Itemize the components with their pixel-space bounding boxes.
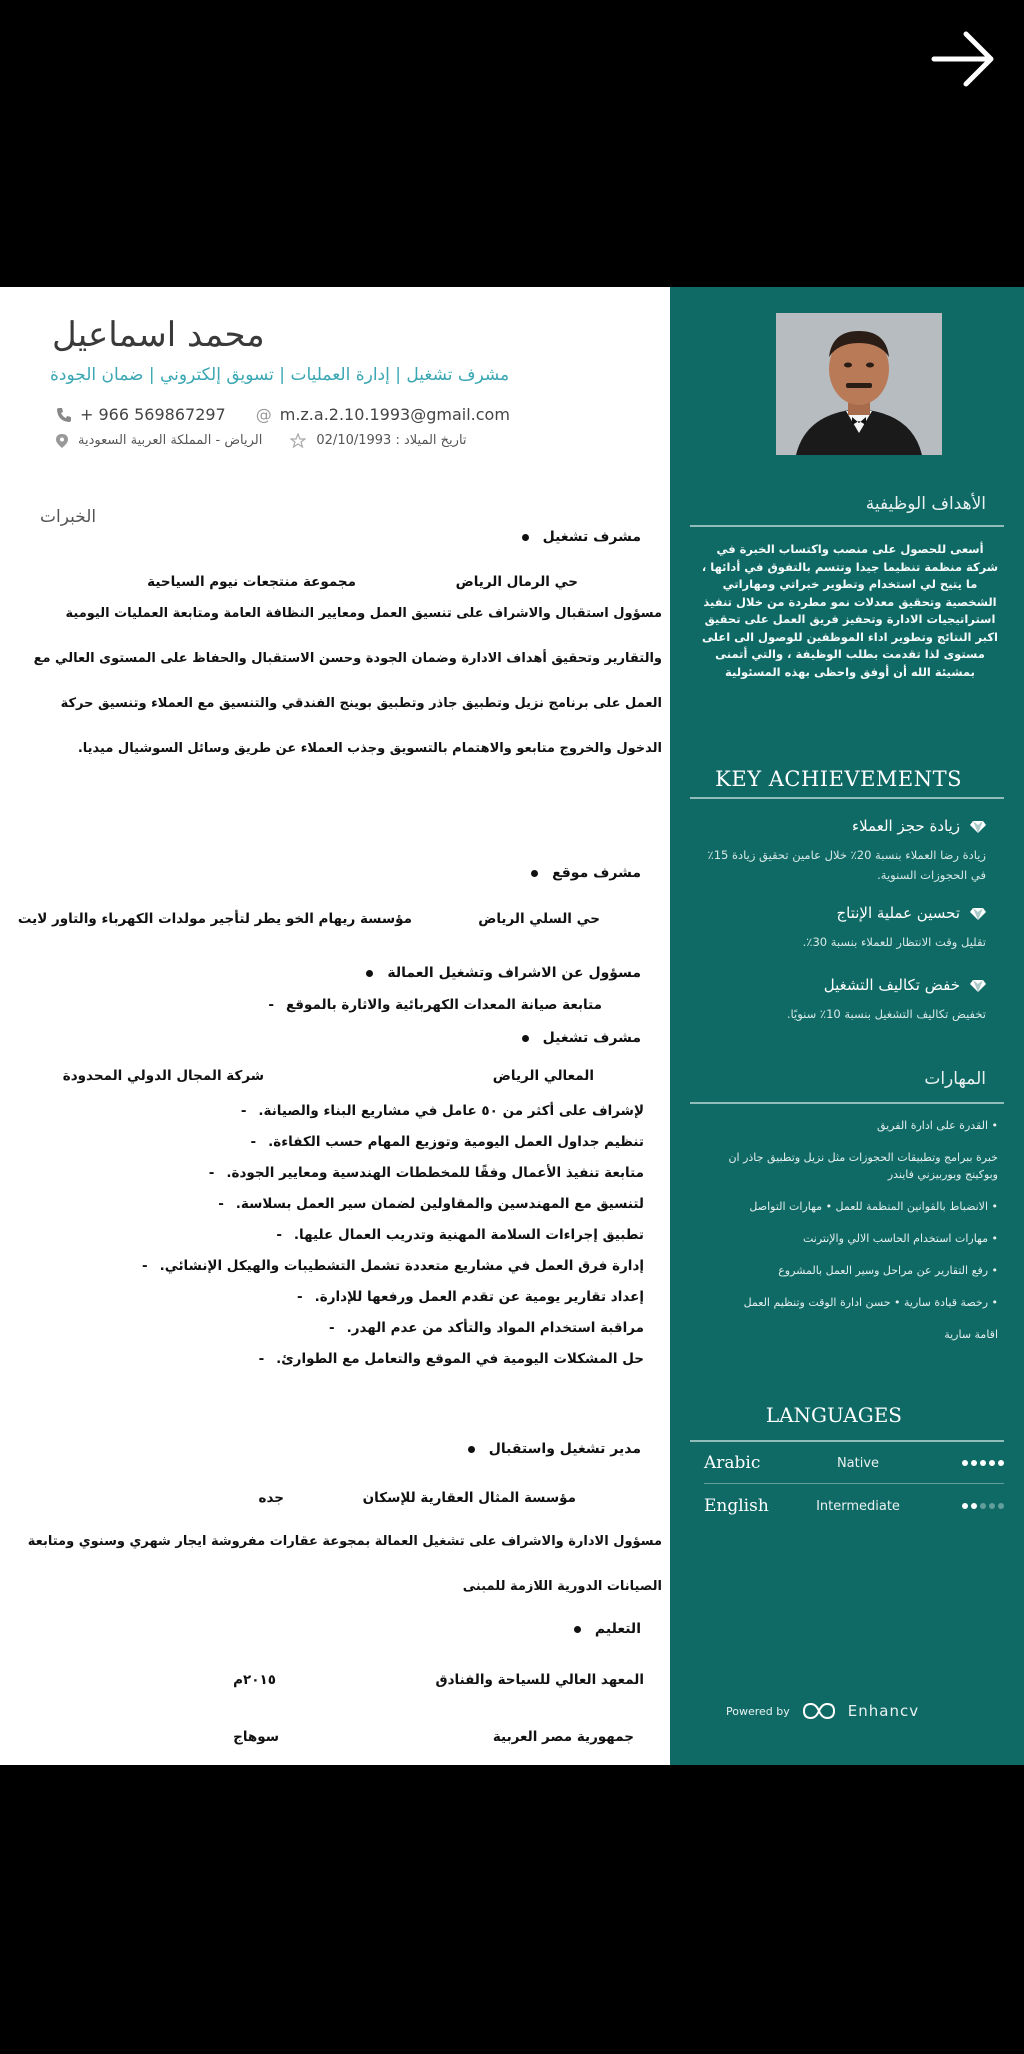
divider: [704, 1483, 1004, 1484]
job4-title: مدير تشغيل واستقبال: [468, 1441, 641, 1457]
birth-date: تاريخ الميلاد : 02/10/1993: [316, 433, 467, 448]
proficiency-dot: [962, 1503, 968, 1509]
divider: [690, 1440, 1004, 1442]
achievement-title: تحسين عملية الإنتاج: [836, 904, 960, 922]
job4-company: مؤسسة المثال العقارية للإسكان: [362, 1490, 576, 1506]
job3-duty: تنظيم جداول العمل اليومية وتوزيع المهام حسب الكفاءة. -: [251, 1134, 644, 1150]
education-country: جمهورية مصر العربية: [492, 1729, 634, 1745]
job2-title: مشرف موقع: [531, 865, 641, 881]
experience-heading: الخبرات: [40, 507, 97, 527]
languages-heading: LANGUAGES: [765, 1403, 902, 1427]
diamond-icon: [970, 979, 986, 992]
proficiency-dot: [980, 1503, 986, 1509]
achievement-title: زيادة حجز العملاء: [852, 817, 960, 835]
skill-item: خبرة ببرامج وتطبيقات الحجوزات مثل نزيل وتطبيق جاذر ان وبوكينج وبوربيزني فايندر: [728, 1151, 998, 1181]
star-icon: [290, 433, 306, 448]
proficiency-dot: [998, 1460, 1004, 1466]
job3-company: شركة المجال الدولي المحدودة: [62, 1068, 264, 1084]
skills-heading: المهارات: [924, 1069, 986, 1089]
person-avatar-icon: [776, 313, 942, 455]
achievement-item: [696, 976, 986, 1024]
proficiency-dots: [962, 1460, 1004, 1466]
divider: [690, 797, 1004, 799]
proficiency-dot: [971, 1503, 977, 1509]
diamond-icon: [970, 820, 986, 833]
job3-duty: حل المشكلات اليومية في الموقع والتعامل مع الطوارئ. -: [259, 1351, 644, 1367]
job4-description: مسؤول الادارة والاشراف على تشغيل العمالة بمجوعة عقارات مفروشة ايجار شهري وسنوي ومتابعة الصيانات الدورية اللازمة للمبنى: [27, 1534, 662, 1594]
language-row: [704, 1453, 1004, 1473]
candidate-name: محمد اسماعيل: [52, 315, 265, 355]
job3-area: المعالي الرياض: [492, 1068, 594, 1084]
job2-bullet1: مسؤول عن الاشراف وتشغيل العمالة: [366, 965, 641, 981]
achievement-item: [696, 904, 986, 952]
skill-item: • رخصة قيادة سارية • حسن ادارة الوقت وتنظيم العمل: [743, 1296, 998, 1309]
job3-duty: إدارة فرق العمل في مشاريع متعددة تشمل التشطيبات والهيكل الإنشائي. -: [142, 1258, 644, 1274]
proficiency-dot: [989, 1503, 995, 1509]
job3-duty: مراقبة استخدام المواد والتأكد من عدم الهدر. -: [329, 1320, 644, 1336]
achievements-heading: KEY ACHIEVEMENTS: [715, 767, 962, 791]
job3-duty: تطبيق إجراءات السلامة المهنية وتدريب العمال عليها. -: [276, 1227, 644, 1243]
proficiency-dot: [998, 1503, 1004, 1509]
job2-area: حي السلي الرياض: [478, 911, 600, 927]
job1-description: مسؤول استقبال والاشراف على تنسيق العمل ومعايير النظافة العامة ومتابعة العمليات اليومية والتقارير وتحقيق أهداف الادارة وضمان الجودة وحسن الاستقبال والحفاظ على المستوى العالي مع العمل على برنامج نزيل وتطبيق جاذر وتطبيق بوينج الفندقي والتنسيق مع العملاء وتنسيق حركة الدخول والخروج متابعو والاهتمام بالتسويق وجذب العملاء عن طريق وسائل السوشيال ميديا.: [33, 606, 662, 756]
job3-duty: لتنسيق مع المهندسين والمقاولين لضمان سير العمل بسلاسة. -: [218, 1196, 644, 1212]
email-address: m.z.a.2.10.1993@gmail.com: [279, 405, 510, 424]
education-city: سوهاج: [233, 1729, 279, 1745]
language-name: Arabic: [704, 1453, 761, 1473]
job3-duty: لإشراف على أكثر من ٥٠ عامل في مشاريع البناء والصيانة. -: [241, 1103, 644, 1119]
proficiency-dot: [971, 1460, 977, 1466]
achievement-title: خفض تكاليف التشغيل: [823, 976, 960, 994]
job3-title: مشرف تشغيل: [522, 1030, 641, 1046]
phone-icon: [56, 407, 72, 423]
job2-bullet2: متابعة صيانة المعدات الكهربائية والاثارة بالموقع -: [268, 997, 602, 1013]
skill-item: • القدرة على ادارة الفريق: [876, 1119, 998, 1132]
skill-item: • مهارات استخدام الحاسب الالي والإنترنت: [802, 1232, 998, 1245]
proficiency-dot: [989, 1460, 995, 1466]
forward-arrow-icon[interactable]: [928, 24, 998, 94]
job1-company: مجموعة منتجعات نيوم السياحية: [147, 574, 356, 590]
powered-by: [726, 1702, 919, 1720]
divider: [690, 1102, 1004, 1104]
education-school: المعهد العالي للسياحة والفنادق: [435, 1672, 644, 1688]
details-row: [56, 433, 467, 448]
profile-photo: [776, 313, 942, 455]
job2-company: مؤسسة ريهام الخو يطر لتأجير مولدات الكهرباء والتاور لايت: [17, 911, 412, 927]
job1-area: حي الرمال الرياض: [455, 574, 578, 590]
enhancv-logo-icon: [802, 1702, 836, 1720]
proficiency-dot: [980, 1460, 986, 1466]
achievement-item: [696, 817, 986, 885]
skill-item: اقامة سارية: [944, 1328, 998, 1341]
contact-row: [56, 405, 510, 424]
sidebar: [670, 287, 1024, 1765]
enhancv-brand: Enhancv: [847, 1702, 920, 1720]
resume-document: [0, 287, 1024, 1765]
objective-text: أسعى للحصول على منصب واكتساب الخبرة في شركة منظمة تنظيما جيدا وتتسم بالتفوق في أدائها ، ما يتيح لي استخدام وتطوير خبراتي ومهاراتي الشخصية وتحقيق معدلات نمو مطردة من خلال تنفيذ استراتيجيات الادارة وتحفيز فريق العمل على تحقيق اكبر النتائج وتطوير اداء الموظفين للوصول الى اعلى مستوى لذا تقدمت بطلب الوظيفة ، والتي أتمنى بمشيئة الله أن أوفق واحظى بهذه المسئولية: [701, 542, 999, 679]
skills-list: [698, 1117, 998, 1358]
proficiency-dot: [962, 1460, 968, 1466]
education-heading: التعليم: [574, 1621, 641, 1637]
language-row: [704, 1496, 1004, 1516]
headline: مشرف تشغيل | إدارة العمليات | تسويق إلكتروني | ضمان الجودة: [50, 365, 510, 385]
language-name: English: [704, 1496, 769, 1516]
objective-heading: الأهداف الوظيفية: [865, 494, 986, 514]
job1-title: مشرف تشغيل: [522, 529, 641, 545]
diamond-icon: [970, 907, 986, 920]
proficiency-dots: [962, 1503, 1004, 1509]
language-level: Intermediate: [816, 1498, 900, 1514]
job3-duty: متابعة تنفيذ الأعمال وفقًا للمخططات الهندسية ومعايير الجودة. -: [209, 1165, 644, 1181]
location: الرياض - المملكة العربية السعودية: [78, 433, 263, 448]
at-icon: @: [255, 405, 272, 424]
powered-label: Powered by: [726, 1704, 790, 1718]
skill-item: • رفع التقارير عن مراحل وسير العمل بالمشروع: [778, 1264, 998, 1277]
job3-duty: إعداد تقارير يومية عن تقدم العمل ورفعها للإدارة. -: [297, 1289, 644, 1305]
location-pin-icon: [56, 434, 68, 448]
phone-number: + 966 569867297: [80, 405, 226, 424]
language-level: Native: [836, 1455, 880, 1471]
achievement-desc: تخفيض تكاليف التشغيل بنسبة 10٪ سنويًا.: [786, 1007, 986, 1021]
achievement-desc: تقليل وقت الانتظار للعملاء بنسبة 30٪.: [802, 935, 986, 949]
divider: [690, 525, 1004, 527]
education-year: ٢٠١٥م: [233, 1672, 276, 1688]
achievement-desc: زيادة رضا العملاء بنسبة 20٪ خلال عامين تحقيق زيادة 15٪ في الحجوزات السنوية.: [707, 848, 986, 882]
skill-item: • الانضباط بالقوانين المنظمة للعمل • مهارات التواصل: [749, 1200, 998, 1213]
job4-city: جده: [258, 1490, 284, 1506]
